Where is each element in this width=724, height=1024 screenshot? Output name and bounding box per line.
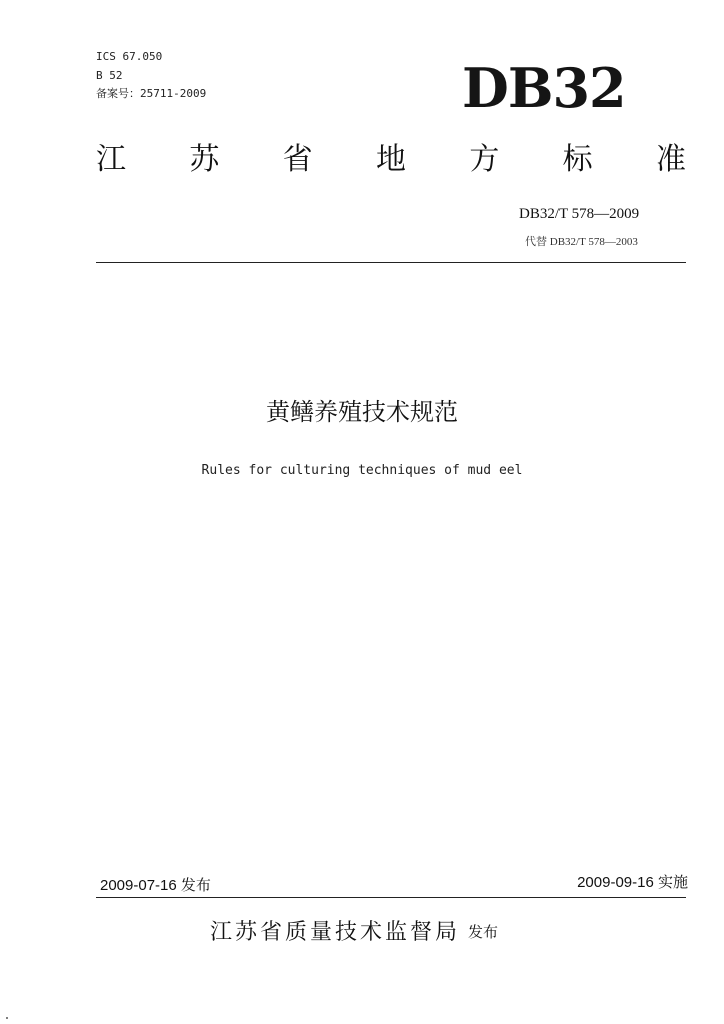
publisher-name: 江苏省质量技术监督局 [210, 920, 461, 945]
document-subtitle-en: Rules for culturing techniques of mud eel [201, 463, 523, 478]
publisher-suffix: 发布 [468, 923, 499, 941]
title-char: 苏 [189, 142, 220, 177]
title-char: 江 [96, 142, 126, 177]
document-title: 黄鳝养殖技术规范 [266, 398, 458, 426]
replaces-standard: 代替 DB32/T 578—2003 [525, 236, 638, 248]
db32-logo: DB32 [462, 56, 626, 120]
implementation-date: 2009-09-16 实施 [577, 874, 688, 891]
standard-type-title [96, 140, 686, 180]
header-divider [96, 262, 686, 263]
publisher [210, 915, 498, 946]
scan-speck [6, 1017, 8, 1019]
standard-number: DB32/T 578—2009 [519, 206, 640, 222]
issue-date: 2009-07-16 发布 [100, 877, 211, 894]
title-char: 准 [655, 142, 686, 177]
title-char: 地 [375, 142, 406, 177]
title-char: 方 [469, 142, 500, 177]
footer-divider [96, 897, 686, 898]
category-code: B 52 [96, 69, 123, 82]
title-char: 标 [562, 142, 593, 177]
ics-code: ICS 67.050 [96, 50, 163, 63]
title-char: 省 [282, 142, 313, 177]
filing-number: 备案号：25711-2009 [96, 87, 207, 100]
